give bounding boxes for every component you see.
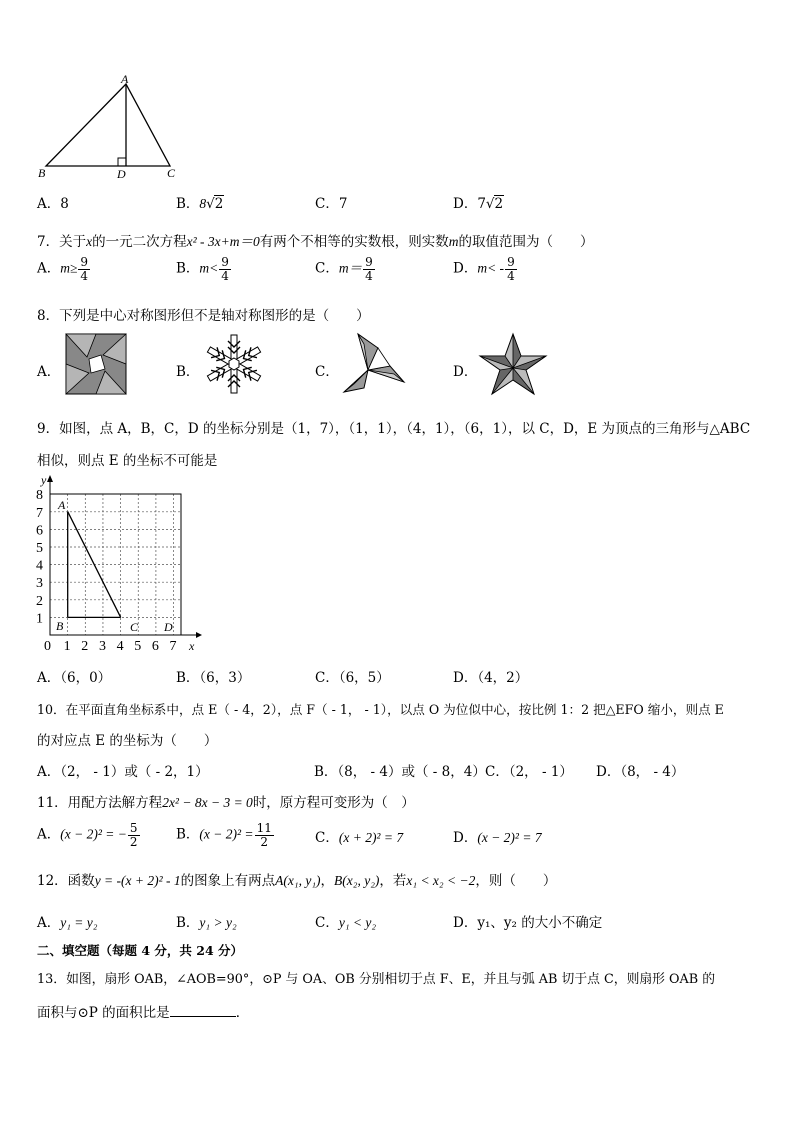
q9-stem-line1: 9．如图，点 A，B，C，D 的坐标分别是（1，7），（1，1），（4，1），（6，1），以 C，D，E 为顶点的三角形与△ABC [37, 421, 751, 437]
q7-option-c: C．m＝ $\frac{9}{4}$ [315, 255, 373, 283]
q8-option-a-pinwheel-square [65, 333, 127, 395]
q9-x-tick-label: 6 [151, 639, 159, 652]
q9-option-b: B．（6，3） [176, 670, 251, 686]
q7-option-b: B．m< $\frac{9}{4}$ [176, 255, 229, 283]
q9-x-axis-label: x [189, 639, 195, 652]
q8-option-b-snowflake [200, 333, 268, 395]
q9-y-tick-label: 6 [36, 523, 43, 539]
q10-option-c: C．（2， - 1） [485, 764, 573, 780]
q6-triangle-figure [30, 72, 190, 184]
q8-option-c-three-blade [338, 330, 410, 400]
q8-option-b-letter: B． [176, 364, 200, 380]
q9-x-tick-label: 4 [116, 639, 124, 652]
section-2-title: 二、填空题（每题 4 分，共 24 分） [37, 943, 244, 958]
q9-option-c: C．（6，5） [315, 670, 390, 686]
q10-stem-line1: 10．在平面直角坐标系中，点 E（ - 4，2），点 F（ - 1， - 1），以点 O 为位似中心，按比例 1：2 把△EFO 缩小，则点 E [37, 702, 724, 717]
q6-label-a: A [121, 72, 129, 86]
q12-option-c: C．y₁ < y₂ [315, 915, 377, 931]
q12-option-d: D．y₁、y₂ 的大小不确定 [453, 915, 603, 931]
q11-option-a: A．(x − 2)² = − $\frac{5}{2}$ [37, 821, 138, 849]
q6-option-d: D．7√2 [453, 196, 504, 212]
q13-stem-line1: 13．如图，扇形 OAB，∠AOB=90°，⊙P 与 OA、OB 分别相切于点 F、E，并且与弧 AB 切于点 C，则扇形 OAB 的 [37, 972, 716, 987]
q9-y-tick-label: 5 [36, 541, 43, 556]
q9-y-tick-label: 2 [36, 593, 43, 609]
q9-x-tick-label: 0 [44, 639, 51, 652]
q9-y-tick-label: 4 [36, 558, 43, 574]
q9-stem-line2: 相似，则点 E 的坐标不可能是 [37, 453, 218, 469]
q10-option-b: B．（8， - 4）或（ - 8，4） [314, 764, 486, 780]
q8-option-d-letter: D． [453, 364, 478, 380]
q8-stem: 8．下列是中心对称图形但不是轴对称图形的是（ ） [37, 308, 370, 324]
q11-option-c: C．(x + 2)² = 7 [315, 830, 404, 846]
q9-y-tick-label: 3 [36, 576, 43, 592]
q9-y-tick-label: 1 [36, 611, 43, 627]
q6-option-c: C．7 [315, 196, 348, 212]
q8-option-a-letter: A． [37, 364, 61, 380]
q6-label-b: B [38, 166, 46, 180]
q10-option-a: A．（2， - 1）或（ - 2，1） [37, 764, 209, 780]
q9-point-b-label: B [56, 619, 64, 633]
q9-x-tick-label: 3 [98, 639, 106, 652]
q6-label-c: C [167, 166, 176, 180]
q9-option-d: D．（4，2） [453, 670, 529, 686]
q11-option-b: B．(x − 2)² = $\frac{11}{2}$ [176, 821, 272, 849]
q9-y-axis-label: y [41, 473, 47, 487]
q6-option-a: A．8 [37, 196, 69, 212]
q12-option-a: A．y₁ = y₂ [37, 915, 98, 931]
q9-y-tick-label: 8 [36, 488, 43, 504]
q8-option-c-letter: C． [315, 364, 339, 380]
q9-x-tick-label: 2 [81, 639, 89, 652]
q9-x-tick-label: 1 [63, 639, 71, 652]
q10-option-d: D．（8， - 4） [596, 764, 685, 780]
q6-label-d: D [117, 167, 126, 181]
q9-option-a: A．（6，0） [37, 670, 112, 686]
q13-stem-line2: 面积与⊙P 的面积比是 ． [37, 1005, 250, 1021]
q7-option-d: D．m< - $\frac{9}{4}$ [453, 255, 515, 283]
q12-stem: 12．函数y = -(x + 2)² - 1的图象上有两点A(x₁, y₁)，B(x₂, y₂)，若x₁ < x₂ < −2，则（ ） [37, 873, 557, 889]
q11-option-d: D．(x − 2)² = 7 [453, 830, 542, 846]
q13-answer-blank[interactable] [170, 1004, 236, 1017]
q9-x-tick-label: 7 [169, 639, 177, 652]
q12-option-b: B．y₁ > y₂ [176, 915, 237, 931]
q8-option-d-star [478, 332, 548, 398]
q9-point-a-label: A [58, 498, 66, 512]
q6-option-b: B．8√2 [176, 196, 224, 212]
q9-point-d-label: D [164, 620, 173, 634]
q7-stem: 7．关于x的一元二次方程x² - 3x+m＝0有两个不相等的实数根，则实数m的取值范围为（ ） [37, 234, 594, 250]
q11-stem: 11．用配方法解方程2x² − 8x − 3 = 0时，原方程可变形为（ ） [37, 795, 415, 811]
q9-x-tick-label: 5 [134, 639, 142, 652]
q9-point-c-label: C [130, 620, 139, 634]
q9-y-tick-label: 7 [36, 505, 43, 521]
q9-coordinate-grid [30, 472, 202, 652]
q7-option-a: A．m≥ $\frac{9}{4}$ [37, 255, 89, 283]
q10-stem-line2: 的对应点 E 的坐标为（ ） [37, 733, 218, 749]
